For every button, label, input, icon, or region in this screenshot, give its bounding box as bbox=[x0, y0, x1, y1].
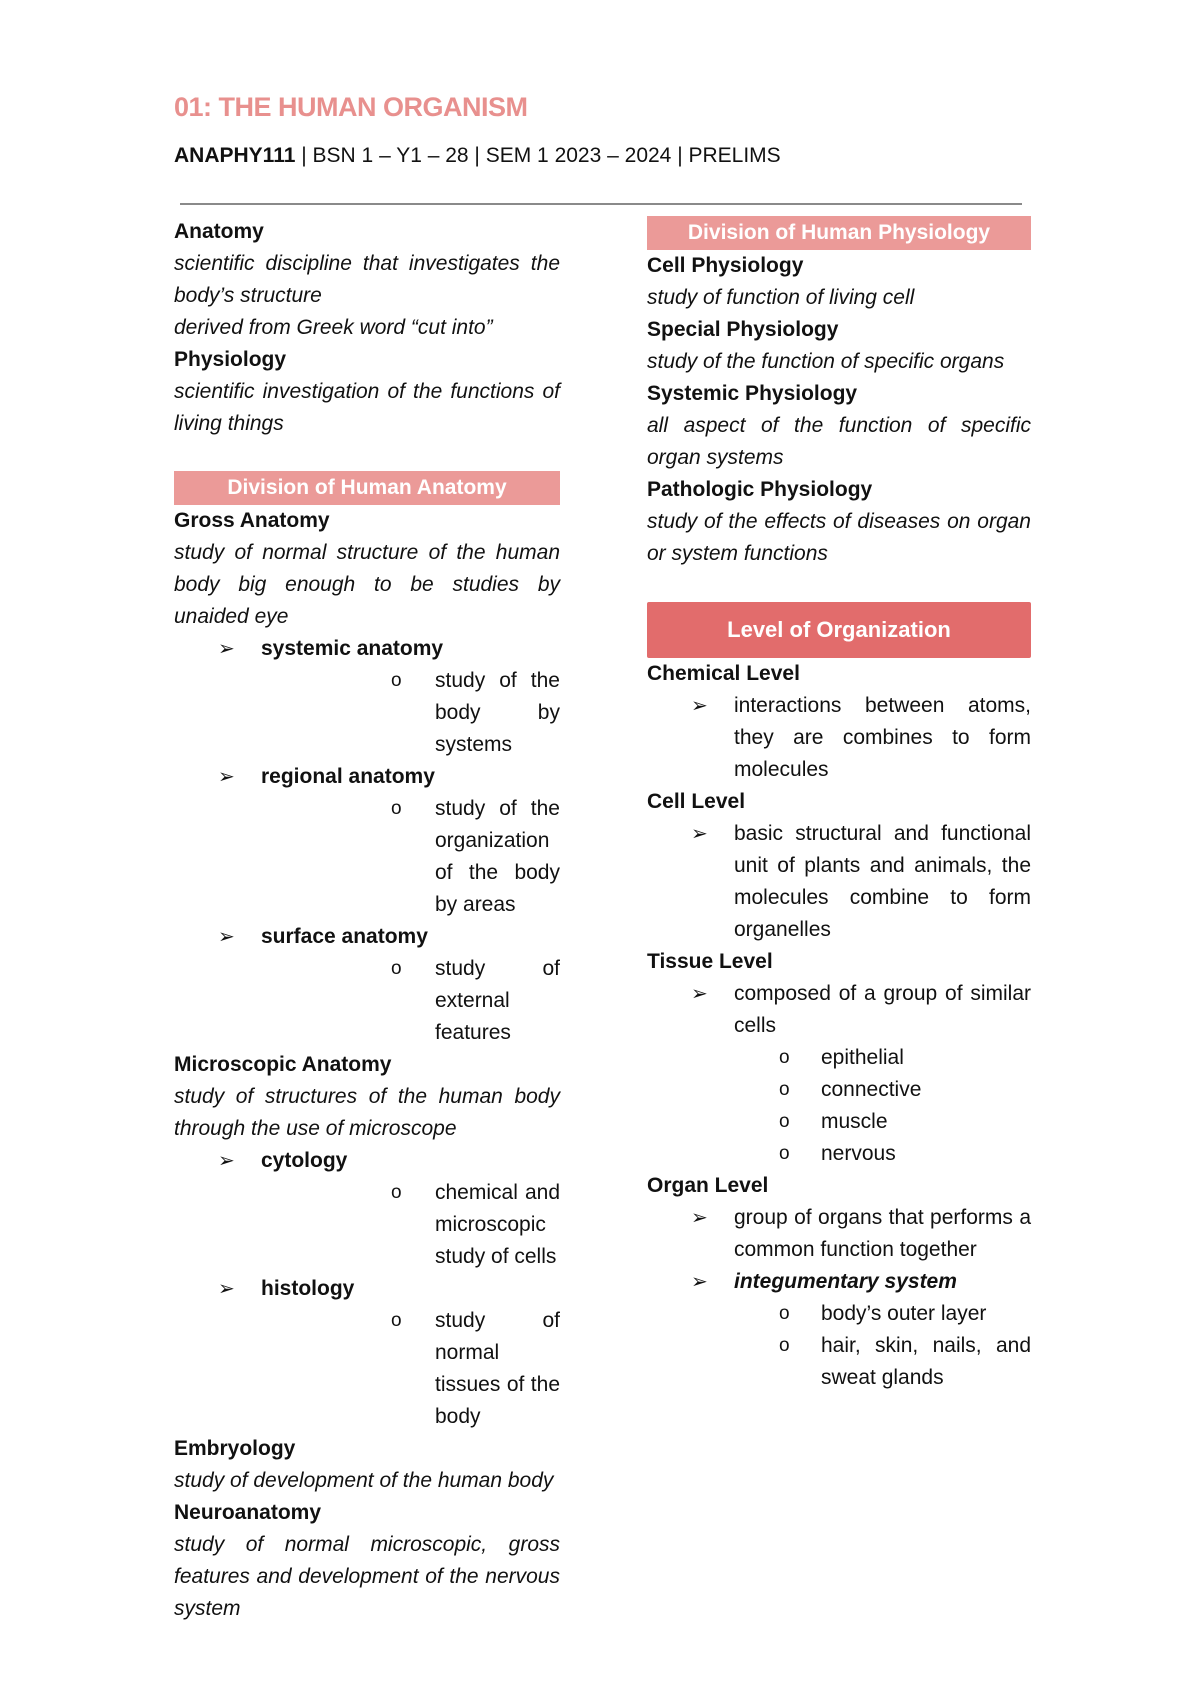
def-systemic-physiology: all aspect of the function of specific organ systems bbox=[647, 414, 1031, 469]
term-tissue-level: Tissue Level bbox=[647, 950, 773, 973]
term-pathologic-physiology: Pathologic Physiology bbox=[647, 478, 873, 501]
term-embryology: Embryology bbox=[174, 1437, 296, 1460]
list-item bbox=[174, 633, 560, 761]
list-item bbox=[174, 1145, 560, 1273]
list-item-detail: o study of the organization of the body by areas bbox=[261, 793, 560, 921]
tissue-types-list bbox=[734, 1042, 1031, 1170]
cell-level-list bbox=[647, 818, 1031, 946]
list-item-label: ➢ surface anatomy bbox=[261, 925, 428, 948]
tissue-type: o nervous bbox=[734, 1138, 1031, 1170]
term-gross-anatomy: Gross Anatomy bbox=[174, 509, 330, 532]
microscopic-anatomy-list bbox=[174, 1145, 560, 1433]
def-embryology: study of development of the human body bbox=[174, 1469, 554, 1492]
term-cell-level: Cell Level bbox=[647, 790, 746, 813]
right-column bbox=[647, 216, 1031, 1394]
list-item bbox=[647, 1202, 1031, 1266]
list-item-detail: o study of the body by systems bbox=[261, 665, 560, 761]
organ-example-details bbox=[734, 1298, 1031, 1394]
course-meta-line bbox=[174, 144, 781, 168]
left-column bbox=[174, 216, 560, 1625]
list-item-detail: o study of external features bbox=[261, 953, 560, 1049]
section-heading-physiology-division: Division of Human Physiology bbox=[647, 216, 1031, 250]
list-item bbox=[647, 690, 1031, 786]
list-item-text: ➢ basic structural and functional unit of plants and animals, the molecules combine to form organelles bbox=[734, 822, 1031, 941]
list-item bbox=[174, 921, 560, 1049]
term-microscopic-anatomy: Microscopic Anatomy bbox=[174, 1053, 392, 1076]
def-gross-anatomy: study of normal structure of the human body big enough to be studies by unaided eye bbox=[174, 541, 560, 628]
spacer bbox=[174, 440, 560, 471]
list-item bbox=[174, 1273, 560, 1433]
course-meta: | BSN 1 – Y1 – 28 | SEM 1 2023 – 2024 | PRELIMS bbox=[301, 144, 781, 167]
def-neuroanatomy: study of normal microscopic, gross features and development of the nervous system bbox=[174, 1533, 560, 1620]
term-organ-level: Organ Level bbox=[647, 1174, 769, 1197]
def-special-physiology: study of the function of specific organs bbox=[647, 350, 1005, 373]
list-item-label: ➢ systemic anatomy bbox=[261, 637, 444, 660]
def-anatomy-1: scientific discipline that investigates the body’s structure bbox=[174, 252, 560, 307]
list-item-detail: o hair, skin, nails, and sweat glands bbox=[734, 1330, 1031, 1394]
list-item-detail: o body’s outer layer bbox=[734, 1298, 1031, 1330]
tissue-level-list bbox=[647, 978, 1031, 1170]
section-heading-levels: Level of Organization bbox=[647, 602, 1031, 658]
document-title: 01: THE HUMAN ORGANISM bbox=[174, 92, 528, 122]
course-code: ANAPHY111 bbox=[174, 144, 296, 167]
term-chemical-level: Chemical Level bbox=[647, 662, 800, 685]
tissue-type: o epithelial bbox=[734, 1042, 1031, 1074]
tissue-type: o connective bbox=[734, 1074, 1031, 1106]
organ-level-list bbox=[647, 1202, 1031, 1394]
list-item-detail: o study of normal tissues of the body bbox=[261, 1305, 560, 1433]
def-physiology: scientific investigation of the functions of living things bbox=[174, 380, 560, 435]
spacer bbox=[647, 570, 1031, 602]
list-item bbox=[647, 818, 1031, 946]
list-item-label: ➢ histology bbox=[261, 1277, 355, 1300]
term-cell-physiology: Cell Physiology bbox=[647, 254, 804, 277]
list-item bbox=[647, 1266, 1031, 1394]
def-microscopic-anatomy: study of structures of the human body through the use of microscope bbox=[174, 1085, 560, 1140]
term-anatomy: Anatomy bbox=[174, 220, 264, 243]
list-item-label: ➢ cytology bbox=[261, 1149, 348, 1172]
def-anatomy-2: derived from Greek word “cut into” bbox=[174, 316, 493, 339]
term-systemic-physiology: Systemic Physiology bbox=[647, 382, 858, 405]
term-special-physiology: Special Physiology bbox=[647, 318, 839, 341]
tissue-type: o muscle bbox=[734, 1106, 1031, 1138]
def-cell-physiology: study of function of living cell bbox=[647, 286, 915, 309]
def-pathologic-physiology: study of the effects of diseases on organ or system functions bbox=[647, 510, 1031, 565]
list-item-detail: o chemical and microscopic study of cells bbox=[261, 1177, 560, 1273]
term-neuroanatomy: Neuroanatomy bbox=[174, 1501, 322, 1524]
list-item bbox=[174, 761, 560, 921]
list-item-text: ➢ group of organs that performs a common function together bbox=[734, 1206, 1031, 1261]
chemical-level-list bbox=[647, 690, 1031, 786]
list-item-text: ➢ composed of a group of similar cells bbox=[734, 982, 1031, 1037]
term-physiology: Physiology bbox=[174, 348, 287, 371]
list-item-label: ➢ regional anatomy bbox=[261, 765, 435, 788]
list-item bbox=[647, 978, 1031, 1170]
list-item-text: ➢ interactions between atoms, they are combines to form molecules bbox=[734, 694, 1031, 781]
list-item-label: ➢ integumentary system bbox=[734, 1270, 957, 1293]
section-heading-anatomy-division: Division of Human Anatomy bbox=[174, 471, 560, 505]
gross-anatomy-list bbox=[174, 633, 560, 1049]
header-divider bbox=[180, 203, 1022, 205]
